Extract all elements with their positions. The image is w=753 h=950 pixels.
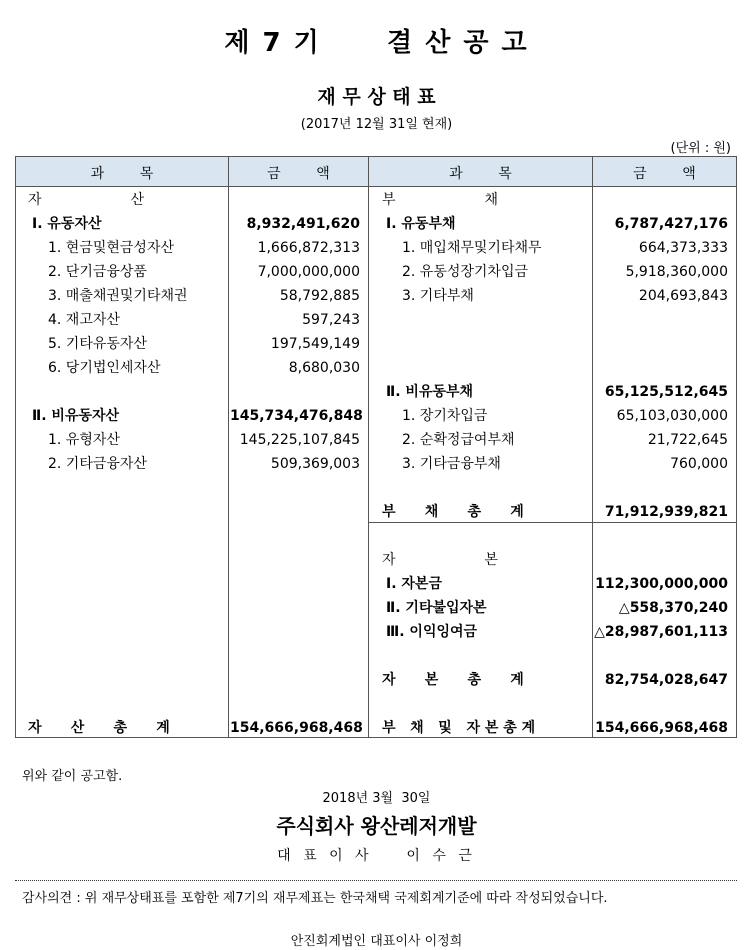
equity-section-label: 자 본 <box>382 552 499 568</box>
auditor-name: 안진회계법인 대표이사 이정희 <box>290 934 463 949</box>
equity-item-label: Ⅲ. 이익잉여금 <box>386 624 478 640</box>
list-item-value: 204,693,843 <box>638 288 728 304</box>
list-item-label: 1. 매입채무및기타채무 <box>402 240 542 256</box>
header-item-left: 과 목 <box>90 166 154 182</box>
liabilities-total-value: 71,912,939,821 <box>604 504 728 520</box>
divider <box>592 157 593 737</box>
table-header <box>16 157 736 187</box>
unit-label: (단위 : 원) <box>670 141 731 156</box>
list-item-value: 5,918,360,000 <box>625 264 728 280</box>
noncurrent-liabilities-total: 65,125,512,645 <box>604 384 728 400</box>
list-item-label: 1. 장기차입금 <box>402 408 488 424</box>
current-liabilities-total: 6,787,427,176 <box>614 216 728 232</box>
current-assets-title: Ⅰ. 유동자산 <box>32 216 102 232</box>
list-item-label: 6. 당기법인세자산 <box>48 360 161 376</box>
list-item-value: 21,722,645 <box>647 432 728 448</box>
list-item-label: 3. 기타금융부채 <box>402 456 501 472</box>
equity-total-value: 82,754,028,647 <box>604 672 728 688</box>
list-item-value: 597,243 <box>302 312 360 328</box>
balance-sheet-table <box>15 156 737 738</box>
list-item-value: 65,103,030,000 <box>616 408 728 424</box>
announcement-date: 2018년 3월 30일 <box>322 791 431 806</box>
list-item-value: 509,369,003 <box>270 456 360 472</box>
list-item-value: 8,680,030 <box>288 360 360 376</box>
noncurrent-assets-title: Ⅱ. 비유동자산 <box>32 408 120 424</box>
current-assets-total: 8,932,491,620 <box>246 216 360 232</box>
equity-item-value: 112,300,000,000 <box>595 576 728 592</box>
grand-total-label: 부 채 및 자 본 총 계 <box>382 720 536 736</box>
statement-title: 재 무 상 태 표 <box>317 86 436 108</box>
list-item-label: 4. 재고자산 <box>48 312 120 328</box>
noncurrent-liabilities-title: Ⅱ. 비유동부채 <box>386 384 474 400</box>
list-item-value: 760,000 <box>670 456 728 472</box>
list-item-value: 197,549,149 <box>270 336 360 352</box>
equity-total-label: 자 본 총 계 <box>382 672 524 688</box>
header-item-right: 과 목 <box>449 166 512 182</box>
divider <box>368 157 369 737</box>
list-item-label: 3. 매출채권및기타채권 <box>48 288 188 304</box>
grand-total-value: 154,666,968,468 <box>595 720 728 736</box>
list-item-label: 2. 단기금융상품 <box>48 264 147 280</box>
list-item-value: 7,000,000,000 <box>257 264 360 280</box>
equity-item-label: Ⅰ. 자본금 <box>386 576 442 592</box>
list-item-value: 664,373,333 <box>638 240 728 256</box>
header-amount-right: 금 액 <box>633 166 696 182</box>
list-item-value: 1,666,872,313 <box>257 240 360 256</box>
noncurrent-assets-total: 145,734,476,848 <box>230 408 363 424</box>
divider <box>228 157 229 737</box>
list-item-label: 1. 현금및현금성자산 <box>48 240 174 256</box>
current-liabilities-title: Ⅰ. 유동부채 <box>386 216 456 232</box>
list-item-value: 58,792,885 <box>279 288 360 304</box>
list-item-label: 2. 기타금융자산 <box>48 456 147 472</box>
statement-date: (2017년 12월 31일 현재) <box>300 117 453 132</box>
equity-item-value: △558,370,240 <box>618 600 728 616</box>
equity-item-value: △28,987,601,113 <box>594 624 728 640</box>
ceo-name: 대 표 이 사 이 수 근 <box>277 848 476 864</box>
equity-item-label: Ⅱ. 기타불입자본 <box>386 600 487 616</box>
dotted-divider <box>15 880 737 881</box>
notice-title: 제 7 기 결 산 공 고 <box>224 28 529 58</box>
audit-opinion: 감사의견 : 위 재무상태표를 포함한 제7기의 재무제표는 한국채택 국제회계기준에 따라 작성되었습니다. <box>22 891 608 906</box>
header-amount-left: 금 액 <box>267 166 330 182</box>
assets-total-value: 154,666,968,468 <box>230 720 363 736</box>
list-item-label: 2. 유동성장기차입금 <box>402 264 528 280</box>
company-name: 주식회사 왕산레저개발 <box>276 814 477 838</box>
list-item-value: 145,225,107,845 <box>239 432 360 448</box>
list-item-label: 2. 순확정급여부채 <box>402 432 515 448</box>
assets-total-label: 자 산 총 계 <box>28 720 170 736</box>
list-item-label: 3. 기타부채 <box>402 288 474 304</box>
liabilities-total-label: 부 채 총 계 <box>382 504 524 520</box>
list-item-label: 5. 기타유동자산 <box>48 336 147 352</box>
notice-text: 위와 같이 공고함. <box>22 769 123 784</box>
liabilities-section-label: 부 채 <box>382 192 499 208</box>
assets-section-label: 자 산 <box>28 192 145 208</box>
list-item-label: 1. 유형자산 <box>48 432 120 448</box>
divider <box>369 522 736 523</box>
